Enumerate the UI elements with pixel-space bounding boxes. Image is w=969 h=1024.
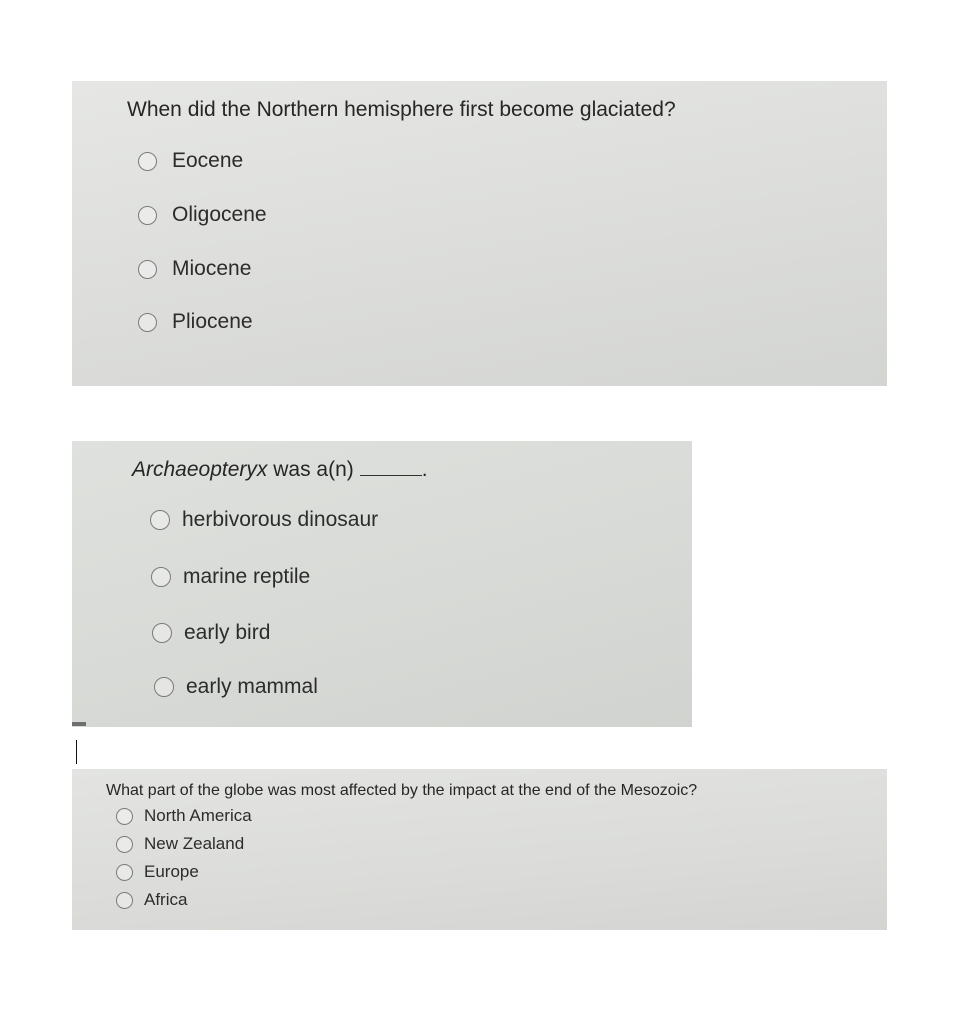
radio-button-icon[interactable] bbox=[154, 677, 174, 697]
question-text bbox=[132, 458, 428, 482]
option-label: Oligocene bbox=[172, 203, 267, 226]
panel-edge-mark bbox=[72, 722, 86, 726]
question-term: Archaeopteryx bbox=[132, 458, 268, 481]
radio-button-icon[interactable] bbox=[151, 567, 171, 587]
option-new-zealand[interactable] bbox=[116, 834, 244, 854]
option-label: early bird bbox=[184, 621, 271, 644]
radio-button-icon[interactable] bbox=[138, 152, 157, 171]
option-north-america[interactable] bbox=[116, 806, 252, 826]
question-text: What part of the globe was most affected by the impact at the end of the Mesozoic? bbox=[106, 782, 698, 799]
text-cursor bbox=[76, 740, 77, 764]
option-label: North America bbox=[144, 806, 252, 825]
option-label: Pliocene bbox=[172, 310, 253, 333]
option-early-mammal[interactable] bbox=[154, 675, 318, 699]
radio-button-icon[interactable] bbox=[138, 260, 157, 279]
option-africa[interactable] bbox=[116, 890, 187, 910]
question-rest: was a(n) bbox=[267, 458, 354, 481]
option-marine-reptile[interactable] bbox=[151, 565, 310, 589]
option-herbivorous-dinosaur[interactable] bbox=[150, 508, 378, 532]
option-label: Africa bbox=[144, 890, 188, 909]
option-early-bird[interactable] bbox=[152, 621, 270, 645]
question-card-archaeopteryx bbox=[72, 441, 692, 727]
option-europe[interactable] bbox=[116, 862, 199, 882]
radio-button-icon[interactable] bbox=[116, 836, 133, 853]
radio-button-icon[interactable] bbox=[138, 206, 157, 225]
radio-button-icon[interactable] bbox=[116, 864, 133, 881]
question-card-glaciation bbox=[72, 81, 887, 386]
option-label: Europe bbox=[144, 862, 199, 881]
radio-button-icon[interactable] bbox=[116, 808, 133, 825]
option-label: Eocene bbox=[172, 149, 244, 172]
option-label: herbivorous dinosaur bbox=[182, 508, 379, 531]
option-label: Miocene bbox=[172, 257, 252, 280]
option-pliocene[interactable] bbox=[138, 310, 253, 334]
radio-button-icon[interactable] bbox=[150, 510, 170, 530]
radio-button-icon[interactable] bbox=[138, 313, 157, 332]
question-end: . bbox=[421, 458, 428, 481]
radio-button-icon[interactable] bbox=[152, 623, 172, 643]
radio-button-icon[interactable] bbox=[116, 892, 133, 909]
option-label: early mammal bbox=[186, 675, 318, 698]
option-eocene[interactable] bbox=[138, 149, 243, 173]
answer-blank bbox=[360, 475, 422, 476]
option-miocene[interactable] bbox=[138, 257, 251, 281]
question-text: When did the Northern hemisphere first become glaciated? bbox=[127, 98, 676, 121]
option-label: marine reptile bbox=[183, 565, 311, 588]
option-oligocene[interactable] bbox=[138, 203, 267, 227]
option-label: New Zealand bbox=[144, 834, 245, 853]
question-card-mesozoic-impact bbox=[72, 769, 887, 930]
